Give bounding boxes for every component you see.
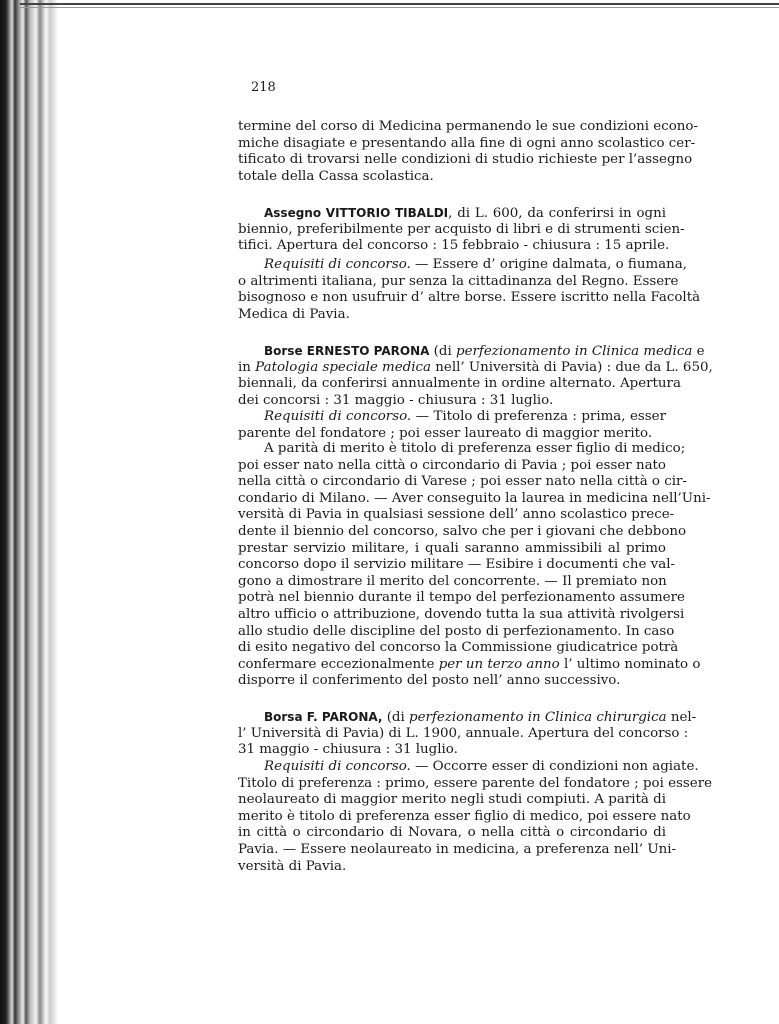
- paragraph-continuation: [238, 119, 699, 185]
- text-segment: versità di Pavia in qualsiasi sessione dell’ anno scolastico prece-: [238, 507, 675, 523]
- text-segment: condario di Milano. — Aver conseguito la laurea in medicina nell’Uni-: [238, 490, 711, 506]
- text-line: [238, 393, 666, 410]
- text-segment: Pavia. — Essere neolaureato in medicina, a preferenza nell’ Uni-: [238, 841, 677, 857]
- text-line: [238, 238, 670, 255]
- text-line: [238, 458, 666, 475]
- text-line: [238, 606, 685, 624]
- text-segment: versità di Pavia.: [238, 858, 347, 874]
- text-line: [238, 119, 699, 136]
- text-segment: Medica di Pavia.: [238, 306, 350, 322]
- text-segment: Titolo di preferenza : primo, essere parente del fondatore ; poi essere: [238, 775, 713, 791]
- text-line: [238, 490, 711, 508]
- text-segment: , di L. 600, da conferirsi in ogni: [448, 206, 666, 221]
- text-segment: nel-: [666, 710, 697, 725]
- text-segment: biennio, preferibilmente per acquisto di libri e di strumenti scien-: [238, 221, 685, 237]
- text-segment: nella città o circondario di Varese ; poi esser nato nella città o cir-: [238, 474, 687, 490]
- text-segment: dente il biennio del concorso, salvo che per i giovani che debbono: [238, 523, 687, 539]
- text-line: [238, 409, 666, 426]
- text-line: [238, 673, 666, 690]
- text-line: [238, 859, 666, 876]
- text-line: [238, 523, 687, 541]
- text-segment: disporre il conferimento del posto nell’ anno successivo.: [238, 673, 621, 689]
- text-segment: confermare eccezionalmente: [238, 656, 439, 672]
- merit-conditions-ernesto-parona: [238, 441, 711, 690]
- text-segment: prestar servizio militare, i quali saranno ammissibili al primo: [238, 540, 666, 556]
- text-line: [238, 623, 675, 641]
- text-segment: 31 maggio - chiusura : 31 luglio.: [238, 742, 458, 758]
- text-line: [238, 557, 676, 574]
- text-line: [238, 343, 705, 360]
- text-line: [238, 725, 689, 743]
- text-segment: (di: [382, 710, 410, 725]
- requisiti-tibaldi: [238, 257, 701, 323]
- text-line: [238, 135, 696, 153]
- bold-title: Borsa F. PARONA,: [264, 710, 383, 724]
- text-line: [238, 507, 675, 524]
- text-segment: tifici. Apertura del concorso : 15 febbraio - chiusura : 15 aprile.: [238, 238, 670, 254]
- text-segment: l’ Università di Pavia) di L. 1900, annuale. Apertura del concorso :: [238, 725, 689, 741]
- italic-text: per un terzo anno: [438, 656, 560, 672]
- bold-title: Borse ERNESTO PARONA: [264, 344, 430, 358]
- text-line: [238, 205, 666, 222]
- text-line: [238, 152, 693, 169]
- text-segment: — Occorre esser di condizioni non agiate.: [410, 759, 699, 774]
- italic-text: Requisiti di concorso.: [264, 257, 411, 272]
- text-segment: tificato di trovarsi nelle condizioni di studio richieste per l’assegno: [238, 152, 693, 168]
- italic-text: Requisiti di concorso.: [264, 409, 412, 424]
- text-segment: potrà nel biennio durante il tempo del perfezionamento assumere: [238, 590, 685, 606]
- text-line: [238, 273, 679, 291]
- bold-title: Assegno VITTORIO TIBALDI: [264, 206, 449, 220]
- text-segment: termine del corso di Medicina permanendo le sue condizioni econo-: [238, 119, 699, 134]
- text-line: [238, 808, 691, 826]
- italic-text: perfezionamento in Clinica medica: [456, 344, 693, 359]
- text-segment: poi esser nato nella città o circondario di Pavia ; poi esser nato: [238, 457, 666, 473]
- text-line: [238, 474, 687, 491]
- text-segment: e: [692, 344, 705, 359]
- text-line: [238, 590, 685, 607]
- text-line: [238, 775, 713, 793]
- text-line: [238, 574, 666, 591]
- italic-text: Requisiti di concorso.: [264, 759, 411, 774]
- text-line: [238, 169, 666, 186]
- text-line: [238, 759, 699, 776]
- text-segment: totale della Cassa scolastica.: [238, 168, 434, 184]
- text-line: [238, 376, 681, 393]
- text-segment: A parità di merito è titolo di preferenza esser figlio di medico;: [264, 441, 686, 456]
- text-line: [238, 742, 666, 759]
- text-segment: parente del fondatore ; poi esser laureato di maggior merito.: [238, 425, 653, 441]
- text-line: [238, 307, 666, 324]
- text-line: [238, 221, 685, 239]
- requisiti-f-parona: [238, 759, 713, 875]
- text-segment: bisognoso e non usufruir d’ altre borse. Essere iscritto nella Facoltà: [238, 290, 701, 306]
- text-segment: nell’ Università di Pavia) : due da L. 650,: [431, 359, 713, 375]
- text-segment: altro ufficio o attribuzione, dovendo tutta la sua attività rivolgersi: [238, 606, 685, 622]
- text-line: [238, 709, 697, 726]
- text-segment: o altrimenti italiana, pur senza la cittadinanza del Regno. Essere: [238, 273, 679, 289]
- text-segment: concorso dopo il servizio militare — Esibire i documenti che val-: [238, 557, 676, 573]
- text-segment: neolaureato di maggior merito negli studi compiuti. A parità di: [238, 792, 666, 808]
- text-line: [238, 359, 713, 377]
- text-segment: merito è titolo di preferenza esser figlio di medico, poi essere nato: [238, 808, 691, 824]
- text-line: [238, 656, 701, 674]
- heading-borsa-f-parona: [238, 709, 697, 759]
- text-line: [238, 825, 666, 842]
- text-segment: l’ ultimo nominato o: [559, 656, 701, 672]
- text-segment: (di: [429, 344, 456, 359]
- text-segment: in città o circondario di Novara, o nella città o circondario di: [238, 825, 666, 841]
- scan-top-border: [20, 3, 779, 5]
- text-segment: allo studio delle discipline del posto di perfezionamento. In caso: [238, 623, 675, 639]
- text-segment: dei concorsi : 31 maggio - chiusura : 31 luglio.: [238, 392, 554, 408]
- text-segment: — Essere d’ origine dalmata, o fiumana,: [410, 257, 688, 272]
- text-segment: biennali, da conferirsi annualmente in ordine alternato. Apertura: [238, 376, 681, 392]
- text-segment: gono a dimostrare il merito del concorrente. — Il premiato non: [238, 573, 667, 589]
- scan-top-border-inner: [20, 7, 779, 8]
- text-line: [238, 257, 688, 274]
- text-line: [238, 290, 701, 307]
- text-line: [238, 792, 666, 809]
- italic-text: perfezionamento in Clinica chirurgica: [409, 710, 667, 725]
- text-line: [238, 441, 686, 458]
- heading-assegno-tibaldi: [238, 205, 685, 255]
- text-line: [238, 841, 677, 859]
- text-line: [238, 640, 679, 657]
- text-segment: in: [238, 359, 256, 375]
- requisiti-ernesto-parona: [238, 409, 666, 442]
- text-segment: di esito negativo del concorso la Commissione giudicatrice potrà: [238, 640, 679, 656]
- page-number: 218: [251, 80, 276, 95]
- text-line: [238, 426, 666, 443]
- heading-borse-ernesto-parona: [238, 343, 713, 409]
- text-segment: miche disagiate e presentando alla fine di ogni anno scolastico cer-: [238, 135, 696, 151]
- scan-binding-edge: [0, 0, 58, 1024]
- italic-text: Patologia speciale medica: [255, 359, 432, 375]
- text-segment: — Titolo di preferenza : prima, esser: [411, 409, 666, 424]
- text-line: [238, 541, 666, 558]
